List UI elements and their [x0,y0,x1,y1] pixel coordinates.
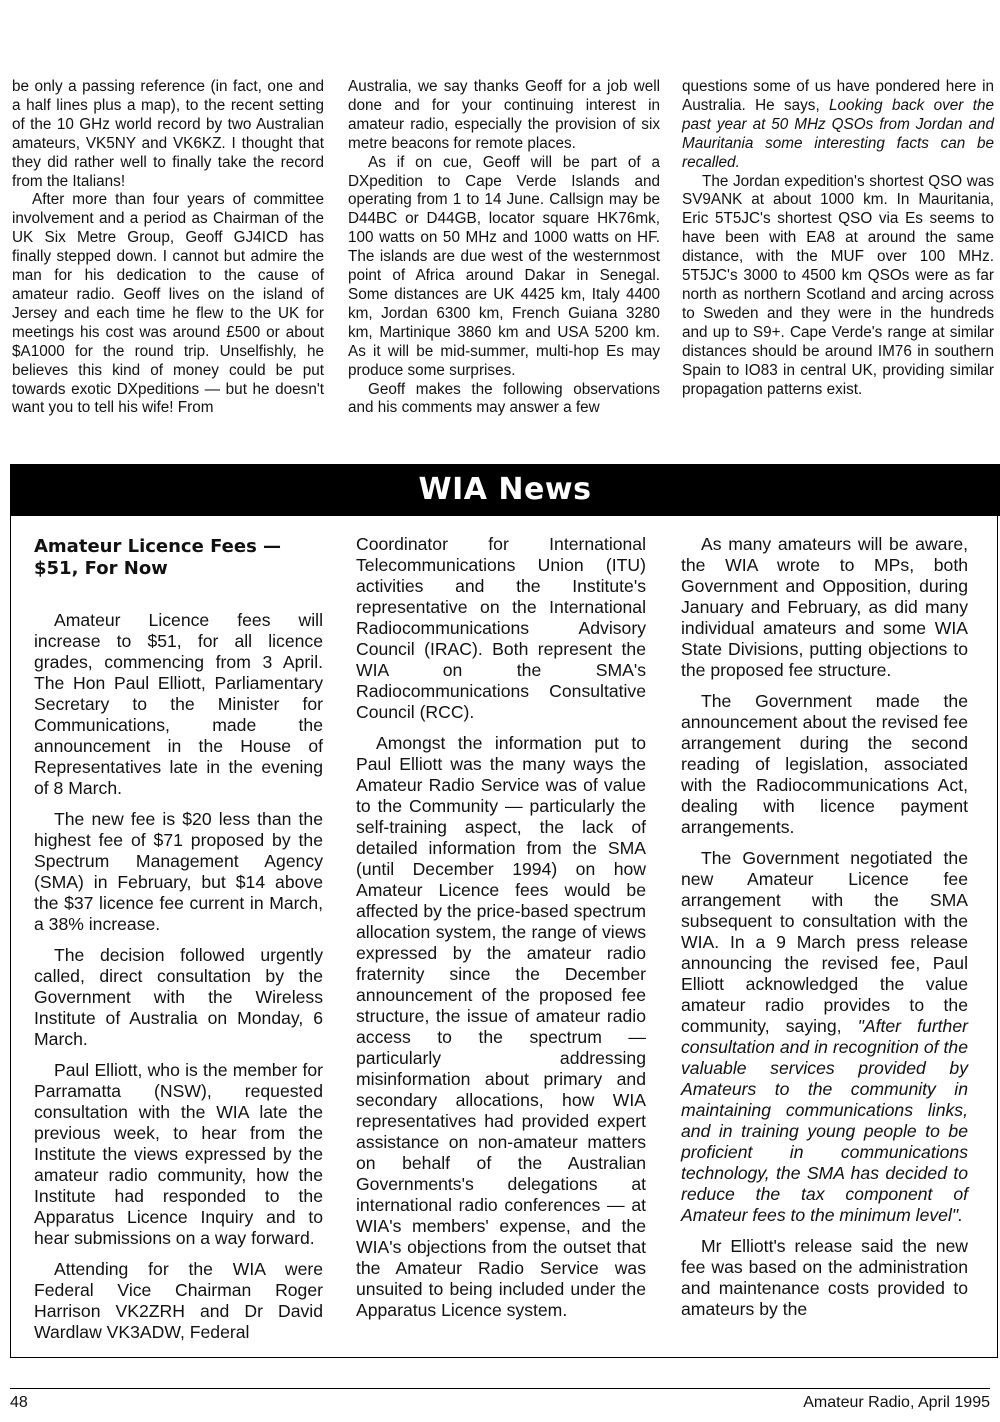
quote-text: "After further consultation and in recognition of the valuable services provided by Amateurs to the community in maintaining communications links, and in training young people to be proficient in communications technology, the SMA has decided to reduce the tax component of Amateur fees to the minimum level". [681,1016,968,1225]
publication-info: Amateur Radio, April 1995 [803,1394,990,1411]
paragraph: be only a passing reference (in fact, one and a half lines plus a map), to the recent setting of the 10 GHz world record by two Australian amateurs, VK5NY and VK6KZ. I thought that they did rather well to finally take the record from the Italians! [12,78,324,190]
paragraph: Amongst the information put to Paul Elliott was the many ways the Amateur Radio Service was of value to the Community — particularly the self-training aspect, the lack of detailed information from the SMA (until December 1994) on how Amateur Licence fees would be affected by the price-based spectrum allocation system, the range of views expressed by the amateur radio fraternity since the December announcement of the proposed fee structure, the issue of amateur radio access to the spectrum — particularly addressing misinformation about primary and secondary allocations, how WIA representatives had provided expert assistance on non-amateur matters on behalf of the Australian Governments's delegations at international radio conferences — at WIA's members' expense, and the WIA's objections from the outset that the Amateur Radio Service was unsuited to being included under the Apparatus Licence system. [356,733,646,1320]
paragraph: As many amateurs will be aware, the WIA wrote to MPs, both Government and Opposition, during January and February, as did many individual amateurs and some WIA State Divisions, putting objections to the proposed fee structure. [681,534,968,680]
article-headline: Amateur Licence Fees — $51, For Now [34,536,282,579]
paragraph: After more than four years of committee involvement and a period as Chairman of the UK Six Metre Group, Geoff GJ4ICD has finally stepped down. I cannot but admire the man for his dedication to the cause of amateur radio. Geoff lives on the island of Jersey and each time he flew to the UK for meetings his cost was around £500 or about $A1000 for the round trip. Unselfishly, he believes this kind of money could be put towards exotic DXpeditions — but he doesn't want you to tell his wife! From [12,191,324,417]
article-column-1 [34,534,323,1353]
paragraph-text: The Government negotiated the new Amateur Licence fee arrangement with the SMA subsequent to consultation with the WIA. In a 9 March press release announcing the revised fee, Paul Elliott acknowledged the value amateur radio provides to the community, saying, [681,848,968,1036]
wia-news-box [10,516,998,1358]
paragraph: The decision followed urgently called, direct consultation by the Government with the Wireless Institute of Australia on Monday, 6 March. [34,945,323,1049]
paragraph [682,78,994,173]
top-column-2 [348,78,660,418]
paragraph-text: questions some of us have pondered here in Australia. He says, [682,78,994,114]
footer-divider [10,1388,990,1389]
top-column-1 [12,78,324,418]
paragraph: Paul Elliott, who is the member for Parramatta (NSW), requested consultation with the WIA late the previous week, to hear from the Institute the views expressed by the amateur radio community, how the Institute had responded to the Apparatus Licence Inquiry and to hear submissions on a way forward. [34,1060,323,1248]
top-column-3 [682,78,994,399]
quote-paragraph: The Jordan expedition's shortest QSO was SV9ANK at about 1000 km. In Mauritania, Eric 5T5JC's shortest QSO via Es seems to have been with EA8 at around the same distance, with the MUF over 100 MHz. 5T5JC's 3000 to 4500 km QSOs were as far north as northern Scotland and arcing across to Sweden and they were in the hundreds and up to S9+. Cape Verde's range at similar distances should be around IM76 in southern Spain to IO83 in central UK, providing similar propagation patterns exist. [682,172,994,398]
section-banner: WIA News [10,464,1000,516]
paragraph: Mr Elliott's release said the new fee was based on the administration and maintenance costs provided to amateurs by the [681,1236,968,1319]
paragraph: Attending for the WIA were Federal Vice Chairman Roger Harrison VK2ZRH and Dr David Wardlaw VK3ADW, Federal [34,1259,323,1342]
paragraph: The Government made the announcement about the revised fee arrangement during the second reading of legislation, associated with the Radiocommunications Act, dealing with licence payment arrangements. [681,691,968,837]
paragraph: The new fee is $20 less than the highest fee of $71 proposed by the Spectrum Management Agency (SMA) in February, but $14 above the $37 licence fee current in March, a 38% increase. [34,809,323,934]
paragraph: Australia, we say thanks Geoff for a job well done and for your continuing interest in amateur radio, especially the provision of six metre beacons for remote places. [348,78,660,152]
paragraph [681,848,968,1226]
article-column-2 [356,534,646,1331]
article-column-3 [681,534,968,1330]
page-number: 48 [10,1394,28,1411]
paragraph: Geoff makes the following observations and his comments may answer a few [348,380,660,417]
paragraph: Coordinator for International Telecommunications Union (ITU) activities and the Institute's representative on the International Radiocommunications Advisory Council (IRAC). Both represent the WIA on the SMA's Radiocommunications Consultative Council (RCC). [356,534,646,722]
paragraph: As if on cue, Geoff will be part of a DXpedition to Cape Verde Islands and operating from 1 to 14 June. Callsign may be D44BC or D44GB, locator square HK76mk, 100 watts on 50 MHz and 1000 watts on HF. The islands are due west of the westernmost point of Africa around Dakar in Senegal. Some distances are UK 4425 km, Italy 4400 km, Jordan 6300 km, French Guiana 3280 km, Martinique 3860 km and USA 5200 km. As it will be mid-summer, multi-hop Es may produce some surprises. [348,153,660,379]
paragraph: Amateur Licence fees will increase to $51, for all licence grades, commencing from 3 April. The Hon Paul Elliott, Parliamentary Secretary to the Minister for Communications, made the announcement in the House of Representatives late in the evening of 8 March. [34,610,323,798]
quote-text: Looking back over the past year at 50 MHz QSOs from Jordan and Mauritania some interesting facts can be recalled. [682,96,994,171]
top-article-columns [12,78,992,448]
